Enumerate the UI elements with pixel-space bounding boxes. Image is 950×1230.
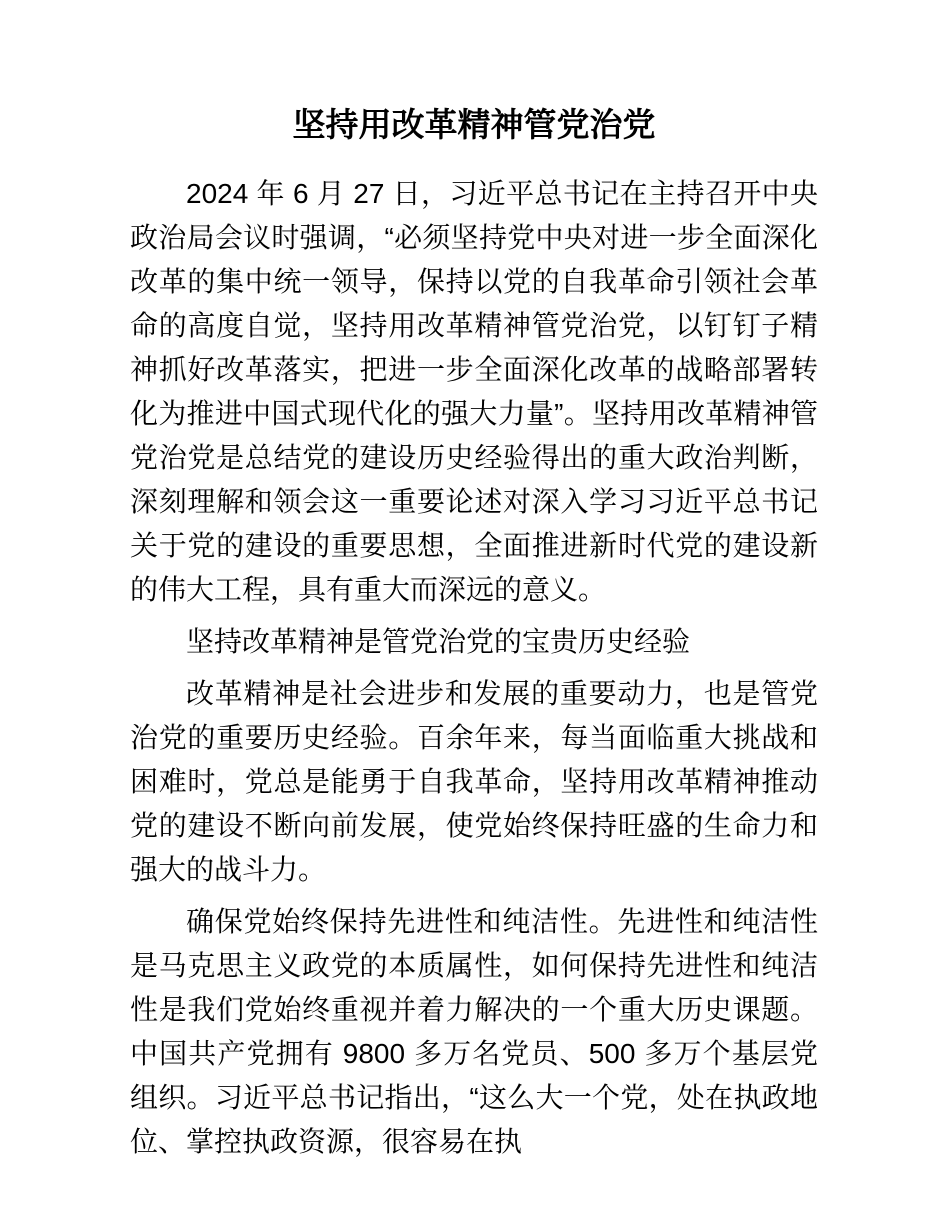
paragraph-intro: 2024 年 6 月 27 日，习近平总书记在主持召开中央政治局会议时强调，“必须坚持党中央对进一步全面深化改革的集中统一领导，保持以党的自我革命引领社会革命的高度自觉，坚持用改革精神管党治党，以钉钉子精神抓好改革落实，把进一步全面深化改革的战略部署转化为推进中国式现代化的强大力量”。坚持用改革精神管党治党是总结党的建设历史经验得出的重大政治判断，深刻理解和领会这一重要论述对深入学习习近平总书记关于党的建设的重要思想，全面推进新时代党的建设新的伟大工程，具有重大而深远的意义。 [130,178,818,605]
paragraph-reform-spirit: 改革精神是社会进步和发展的重要动力，也是管党治党的重要历史经验。百余年来，每当面临重大挑战和困难时，党总是能勇于自我革命，坚持用改革精神推动党的建设不断向前发展，使党始终保持旺盛的生命力和强大的战斗力。 [130,678,818,885]
document-title: 坚持用改革精神管党治党 [292,106,656,143]
paragraph-advanced-purity: 确保党始终保持先进性和纯洁性。先进性和纯洁性是马克思主义政党的本质属性，如何保持先进性和纯洁性是我们党始终重视并着力解决的一个重大历史课题。中国共产党拥有 9800 多万名党员、500 多万个基层党组织。习近平总书记指出，“这么大一个党，处在执政地位、掌控执政资源，很容易在执 [130,906,818,1157]
section-heading: 坚持改革精神是管党治党的宝贵历史经验 [186,626,691,657]
